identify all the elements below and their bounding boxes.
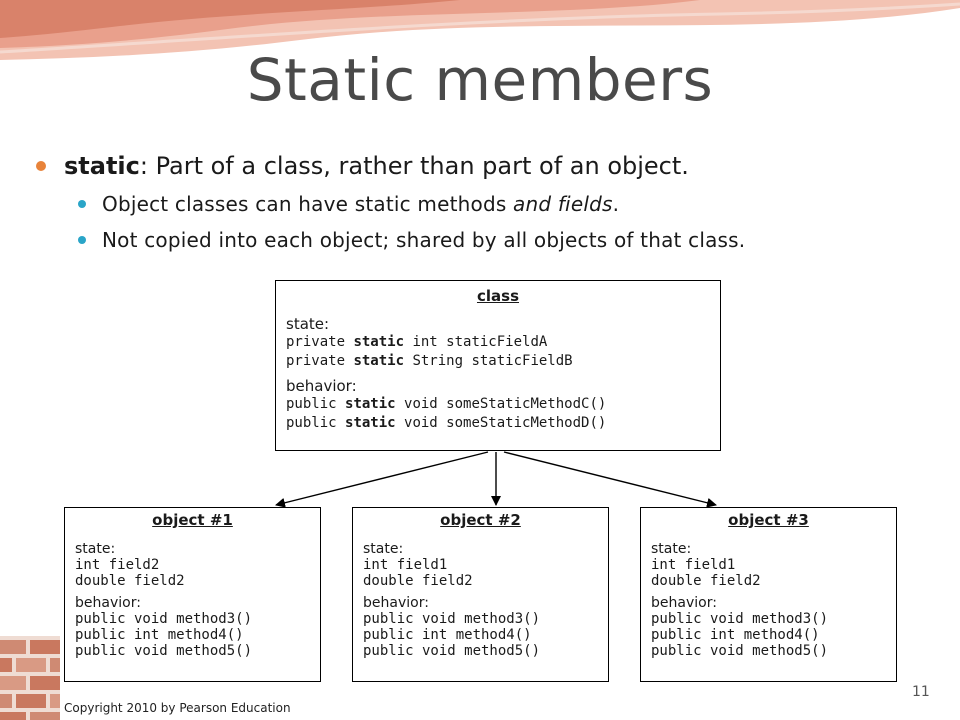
arrow-to-object-3 — [504, 452, 716, 505]
arrow-to-object-1 — [276, 452, 488, 505]
sub-bullet-dot-icon — [78, 236, 86, 244]
object-header: object #2 — [440, 511, 521, 529]
bullet-text-b: . — [612, 192, 620, 216]
class-behavior-label: behavior: — [286, 377, 357, 395]
object-header: object #1 — [152, 511, 233, 529]
object-behavior-line: public void method3() — [651, 611, 829, 627]
object-behavior-label: behavior: — [75, 595, 141, 611]
object-behavior-line: public void method3() — [363, 611, 541, 627]
class-box-header: class — [476, 287, 519, 305]
bullet-not-copied-text: Not copied into each object; shared by all objects of that class. — [102, 228, 746, 252]
object-state-label: state: — [75, 541, 116, 557]
bullet-static-text: : Part of a class, rather than part of an object. — [139, 152, 689, 180]
class-box — [275, 280, 721, 451]
class-state-line: private static int staticFieldA — [286, 334, 548, 350]
object-box-1 — [64, 507, 321, 682]
bullet-dot-icon — [36, 161, 46, 171]
bullet-list — [36, 146, 956, 258]
object-behavior-line: public int method4() — [363, 627, 532, 643]
brick-decoration — [0, 636, 60, 720]
object-behavior-line: public void method5() — [75, 643, 253, 659]
object-state-line: double field2 — [363, 573, 473, 589]
object-state-label: state: — [651, 541, 692, 557]
class-state-label: state: — [286, 315, 330, 333]
object-behavior-line: public void method3() — [75, 611, 253, 627]
copyright-text: Copyright 2010 by Pearson Education — [64, 701, 291, 715]
object-state-line: int field1 — [363, 557, 448, 573]
object-state-line: double field2 — [75, 573, 185, 589]
bullet-static-definition — [36, 146, 956, 186]
object-behavior-label: behavior: — [651, 595, 717, 611]
bullet-text-emphasis: and fields — [513, 192, 613, 216]
object-behavior-line: public int method4() — [75, 627, 244, 643]
bullet-object-classes — [36, 186, 956, 222]
object-header: object #3 — [728, 511, 809, 529]
object-behavior-line: public int method4() — [651, 627, 820, 643]
bullet-not-copied — [36, 222, 956, 258]
object-behavior-label: behavior: — [363, 595, 429, 611]
object-state-label: state: — [363, 541, 404, 557]
slide-title: Static members — [246, 46, 714, 114]
object-behavior-line: public void method5() — [651, 643, 829, 659]
object-behavior-line: public void method5() — [363, 643, 541, 659]
class-behavior-line: public static void someStaticMethodC() — [286, 396, 607, 412]
sub-bullet-dot-icon — [78, 200, 86, 208]
bullet-text-a: Object classes can have static methods — [102, 192, 514, 216]
class-behavior-line: public static void someStaticMethodD() — [286, 415, 607, 431]
object-state-line: double field2 — [651, 573, 761, 589]
class-state-line: private static String staticFieldB — [286, 353, 573, 369]
object-state-line: int field1 — [651, 557, 736, 573]
object-state-line: int field2 — [75, 557, 160, 573]
static-keyword: static — [64, 152, 140, 180]
object-box-3 — [640, 507, 897, 682]
page-number: 11 — [912, 684, 930, 700]
object-box-2 — [352, 507, 609, 682]
